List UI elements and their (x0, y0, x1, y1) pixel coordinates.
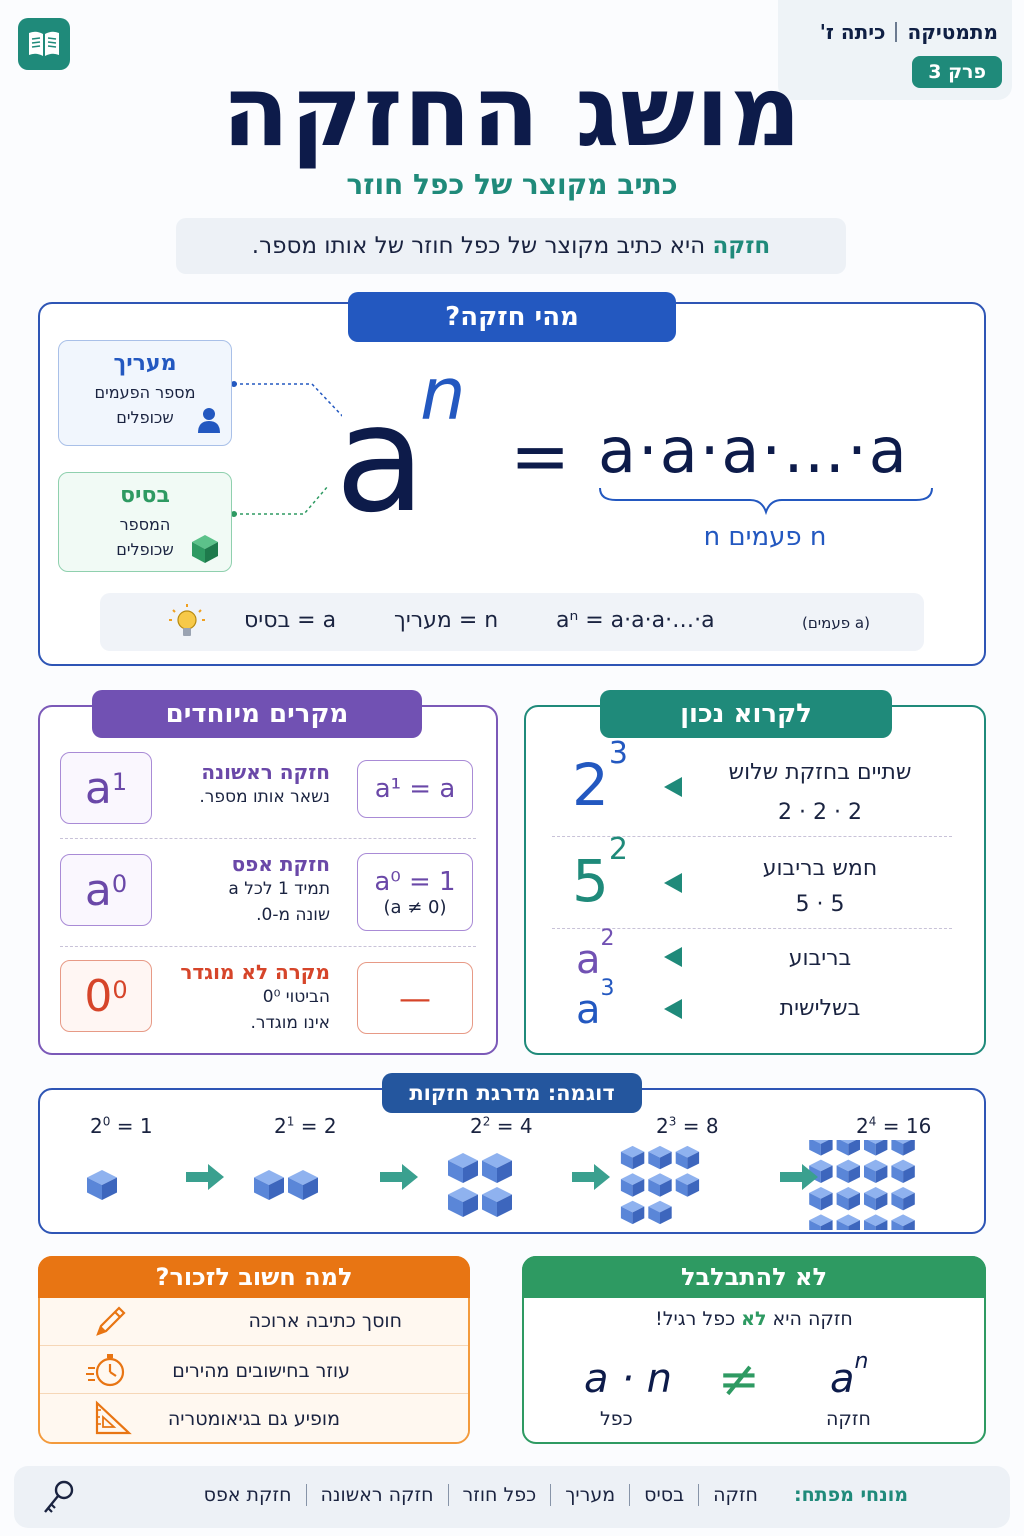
cube-block (648, 1173, 671, 1196)
key-term[interactable]: חזקה ראשונה (306, 1484, 448, 1506)
read-text-3: בריבוע (788, 946, 852, 971)
summary-base: a = בסיס (244, 608, 337, 633)
key-term[interactable]: חזקה (698, 1484, 772, 1506)
summary-exponent: n = מעריך (394, 608, 499, 633)
power-base: a (830, 1356, 855, 1402)
arrow-right-icon (186, 1164, 224, 1190)
case-divider (60, 838, 476, 839)
read-expansion-2: 5 · 5 (795, 892, 845, 917)
summary-bar (100, 593, 924, 651)
cube-stairs (40, 1140, 984, 1230)
undefined-tile (60, 960, 152, 1032)
step-result: 8 (705, 1114, 719, 1138)
cube-block (891, 1187, 914, 1210)
step-exponent: 4 (868, 1114, 877, 1129)
step-label-2: $2^1 = 2$ (274, 1114, 337, 1138)
case-desc: נשאר אותו מספר. (199, 787, 330, 807)
cube-block (891, 1160, 914, 1183)
tile-base: 0 (84, 970, 113, 1022)
not-equal-sign: ≠ (718, 1350, 760, 1408)
why-text-2: עוזר בחישובים מהירים (172, 1360, 350, 1382)
cube-block (837, 1160, 860, 1183)
multiplication-expr: a · n (584, 1356, 673, 1402)
read-power-4 (576, 975, 615, 1033)
base-symbol: a (335, 373, 426, 545)
power-base: a (576, 987, 601, 1033)
grade-label: כיתה ז' (819, 20, 886, 44)
cube-block (621, 1146, 644, 1169)
step-exponent: 2 (482, 1114, 491, 1129)
multiplication-label: כפל (600, 1408, 633, 1430)
step-base: 2 (856, 1114, 869, 1138)
cube-block (621, 1173, 644, 1196)
key-icon (40, 1478, 78, 1522)
cube-block (891, 1140, 914, 1156)
exponent-symbol: n (420, 352, 466, 436)
key-term[interactable]: מעריך (550, 1484, 629, 1506)
cube-block (621, 1201, 644, 1224)
step-exponent: 0 (102, 1114, 111, 1129)
key-terms-label: מונחי מפתח: (793, 1484, 908, 1506)
formula-text: a⁰ = 1 (374, 866, 456, 897)
page-subtitle: כתיב מקוצר של כפל חוזר (346, 168, 678, 201)
brace-icon (596, 486, 936, 516)
definition-text: היא כתיב מקוצר של כפל חוזר של אותו מספר. (251, 233, 706, 259)
cube-block (448, 1187, 478, 1217)
statement-post: כפל רגיל! (655, 1308, 736, 1330)
play-arrow-icon (664, 873, 682, 893)
cube-block (864, 1140, 887, 1156)
first-power-tile (60, 752, 152, 824)
cube-block (648, 1201, 671, 1224)
expanded-product: a·a·a·…·a (598, 414, 909, 487)
person-icon (197, 406, 221, 438)
step-base: 2 (274, 1114, 287, 1138)
step-result: 16 (905, 1114, 932, 1138)
cube-block (482, 1153, 512, 1183)
statement-emphasis: לא (741, 1308, 767, 1330)
play-arrow-icon (664, 777, 682, 797)
case-title: חזקת אפס (231, 852, 330, 876)
power-expr (830, 1348, 869, 1402)
exponent-desc-1: מספר הפעמים (94, 383, 196, 402)
definition-term: חזקה (712, 233, 771, 259)
cube-block (676, 1146, 699, 1169)
power-exponent: 2 (600, 925, 615, 951)
cube-block (809, 1187, 832, 1210)
cube-block (837, 1140, 860, 1156)
dont-confuse-statement (522, 1308, 986, 1330)
dont-confuse-heading: לא להתבלבל (522, 1256, 986, 1298)
cube-block (482, 1187, 512, 1217)
step-base: 2 (656, 1114, 669, 1138)
cube-block (676, 1173, 699, 1196)
power-base: 2 (572, 751, 609, 819)
play-arrow-icon (664, 947, 682, 967)
base-desc-1: המספר (119, 515, 171, 534)
cube-block (254, 1170, 284, 1200)
read-expansion-1: 2 · 2 · 2 (778, 800, 862, 825)
summary-formula: aⁿ = a·a·a·…·a (556, 608, 715, 633)
exponent-desc-2: שכופלים (116, 408, 174, 427)
step-result: 1 (139, 1114, 153, 1138)
zero-power-text (150, 852, 330, 928)
what-is-heading: מהי חזקה? (348, 292, 676, 342)
step-label-3: $2^2 = 4$ (470, 1114, 533, 1138)
example-heading: דוגמה: מדרגת חזקות (382, 1073, 642, 1113)
ruler-triangle-icon (94, 1400, 132, 1440)
power-base: 5 (572, 847, 609, 915)
key-term[interactable]: בסיס (629, 1484, 698, 1506)
cube-block (891, 1214, 914, 1230)
read-power-1 (572, 735, 628, 819)
n-times-label: n פעמים n (703, 522, 827, 552)
read-text-4: בשלישית (779, 996, 861, 1021)
case-desc: אינו מוגדר. (250, 1013, 330, 1033)
arrow-right-icon (572, 1164, 610, 1190)
cube-block (864, 1160, 887, 1183)
special-cases-heading: מקרים מיוחדים (92, 690, 422, 738)
power-base: a (576, 937, 601, 983)
key-term[interactable]: חזקת אפס (203, 1484, 292, 1506)
power-exponent: 3 (608, 735, 628, 771)
read-correctly-heading: לקרוא נכון (600, 690, 892, 738)
undefined-text (150, 960, 330, 1036)
cube-block (864, 1214, 887, 1230)
cube-block (87, 1170, 117, 1200)
cube-block (837, 1187, 860, 1210)
step-result: 2 (323, 1114, 337, 1138)
key-terms (190, 1484, 908, 1506)
page-title: מושג החזקה (221, 55, 803, 169)
undefined-formula: — (357, 962, 473, 1034)
key-term[interactable]: כפל חוזר (448, 1484, 551, 1506)
base-title: בסיס (120, 483, 170, 508)
step-label-5: $2^4 = 16$ (856, 1114, 932, 1138)
case-title: מקרה לא מוגדר (180, 960, 330, 984)
read-power-2 (572, 831, 628, 915)
step-base: 2 (90, 1114, 103, 1138)
step-label-1: $2^0 = 1$ (90, 1114, 153, 1138)
cube-icon (190, 533, 220, 569)
play-arrow-icon (664, 999, 682, 1019)
case-desc: תמיד 1 לכל a (228, 879, 330, 899)
statement-pre: חזקה היא (772, 1308, 853, 1330)
connector-lines (232, 370, 342, 530)
tile-exponent: 0 (111, 870, 128, 898)
tile-base: a (84, 864, 112, 916)
definition-box (176, 218, 846, 274)
case-desc: שונה מ-0. (256, 905, 330, 925)
exponent-title: מעריך (113, 351, 177, 376)
cube-block (864, 1187, 887, 1210)
power-exponent: 2 (608, 831, 628, 867)
equals-sign: = (510, 414, 571, 498)
chapter-badge: פרק 3 (912, 56, 1002, 88)
zero-power-tile (60, 854, 152, 926)
arrow-right-icon (380, 1164, 418, 1190)
power-exponent: 3 (600, 975, 615, 1001)
cube-block (809, 1140, 832, 1156)
step-exponent: 1 (286, 1114, 295, 1129)
lightbulb-icon (166, 602, 208, 648)
read-text-1: שתיים בחזקת שלוש (728, 760, 912, 785)
first-power-text (150, 760, 330, 810)
cube-block (448, 1153, 478, 1183)
why-text-3: מופיע גם בגיאומטריה (167, 1408, 340, 1430)
tile-exponent: 0 (112, 976, 128, 1004)
step-label-4: $2^3 = 8$ (656, 1114, 719, 1138)
case-desc: הביטוי 0⁰ (262, 987, 330, 1007)
step-base: 2 (470, 1114, 483, 1138)
pencil-icon (92, 1302, 130, 1344)
tag-divider (895, 22, 897, 42)
course-tag (820, 20, 998, 44)
tile-base: a (84, 762, 112, 814)
case-divider (60, 946, 476, 947)
first-power-formula: a¹ = a (357, 760, 473, 818)
formula-note: (a ≠ 0) (383, 896, 447, 918)
cube-block (288, 1170, 318, 1200)
stopwatch-icon (86, 1350, 130, 1394)
base-desc-2: שכופלים (116, 540, 174, 559)
case-title: חזקה ראשונה (201, 760, 330, 784)
cube-block (648, 1146, 671, 1169)
step-result: 4 (519, 1114, 533, 1138)
cube-block (809, 1214, 832, 1230)
subject-label: מתמטיקה (907, 20, 998, 44)
power-exponent: n (854, 1348, 869, 1374)
read-power-3 (576, 925, 615, 983)
summary-note: (a פעמים) (802, 614, 870, 632)
power-label: חזקה (826, 1408, 871, 1430)
cube-block (837, 1214, 860, 1230)
tile-exponent: 1 (111, 768, 128, 796)
why-remember-heading: למה חשוב לזכור? (38, 1256, 470, 1298)
read-text-2: חמש בריבוע (762, 856, 878, 881)
why-text-1: חוסך כתיבה ארוכה (248, 1310, 402, 1332)
step-exponent: 3 (668, 1114, 677, 1129)
zero-power-formula (357, 853, 473, 931)
